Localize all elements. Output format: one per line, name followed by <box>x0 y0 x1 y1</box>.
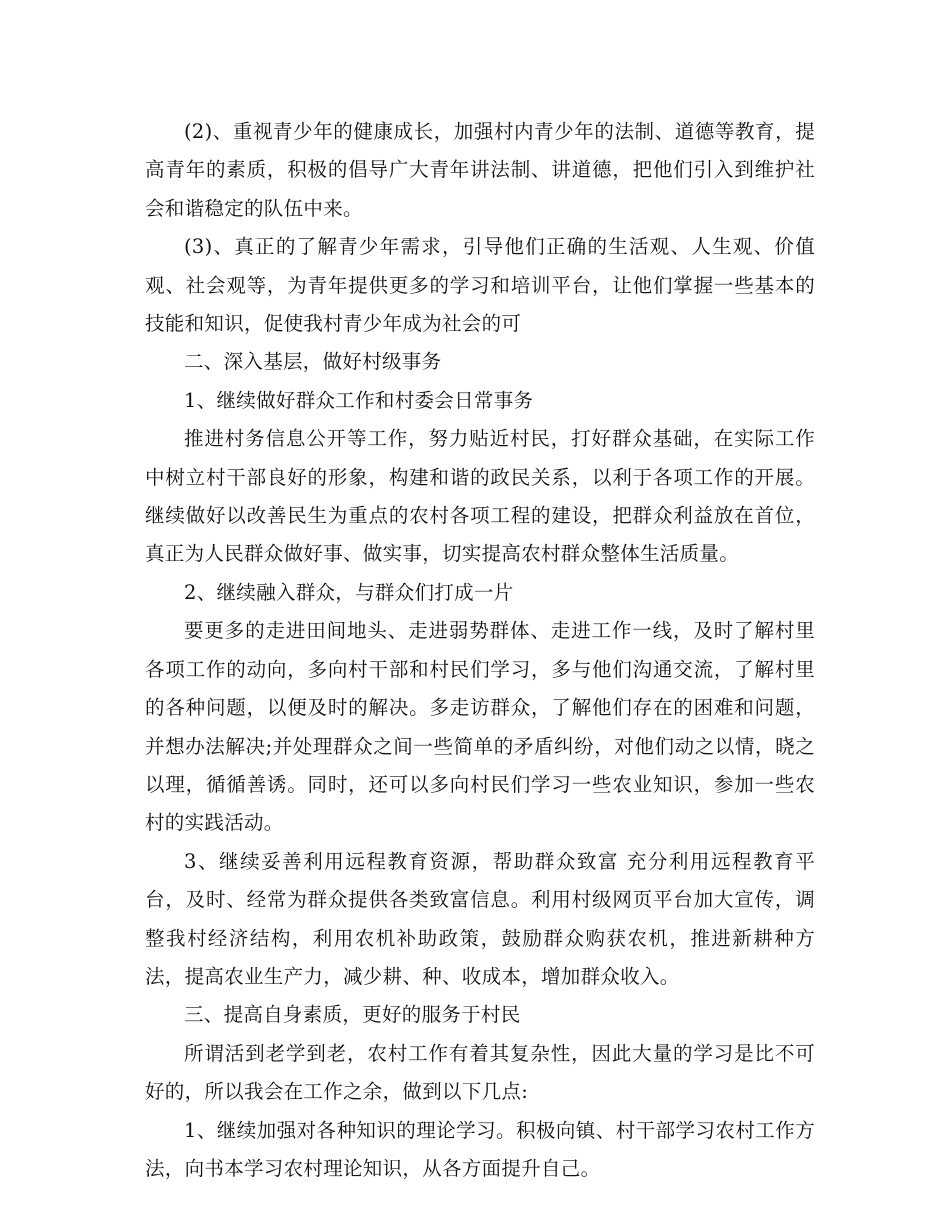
section-heading-self-improvement: 三、提高自身素质，更好的服务于村民 <box>184 1003 521 1027</box>
section-heading-grassroots: 二、深入基层，做好村级事务 <box>184 350 442 374</box>
paragraph-lifelong-learning: 所谓活到老学到老，农村工作有着其复杂性，因此大量的学习是比不可好的，所以我会在工作之余，做到以下几点: <box>145 1041 815 1104</box>
subheading-join-masses: 2、继续融入群众，与群众们打成一片 <box>184 580 514 604</box>
paragraph-youth-health: (2)、重视青少年的健康成长，加强村内青少年的法制、道德等教育，提高青年的素质，积极的倡导广大青年讲法制、讲道德，把他们引入到维护社会和谐稳定的队伍中来。 <box>145 120 815 220</box>
subheading-mass-work: 1、继续做好群众工作和村委会日常事务 <box>184 388 534 412</box>
paragraph-field-work: 要更多的走进田间地头、走进弱势群体、走进工作一线，及时了解村里各项工作的动向，多向村干部和村民们学习，多与他们沟通交流，了解村里的各种问题，以便及时的解决。多走访群众，了解他们存在的困难和问题，并想办法解决;并处理群众之间一些简单的矛盾纠纷，对他们动之以情，晓之以理，循循善诱。同时，还可以多向村民们学习一些农业知识，参加一些农村的实践活动。 <box>145 619 815 835</box>
paragraph-theory-study: 1、继续加强对各种知识的理论学习。积极向镇、村干部学习农村工作方法，向书本学习农村理论知识，从各方面提升自己。 <box>145 1118 815 1180</box>
paragraph-youth-needs: (3)、真正的了解青少年需求，引导他们正确的生活观、人生观、价值观、社会观等，为青年提供更多的学习和培训平台，让他们掌握一些基本的技能和知识，促使我村青少年成为社会的可 <box>145 235 815 336</box>
paragraph-remote-education: 3、继续妥善利用远程教育资源，帮助群众致富 充分利用远程教育平台，及时、经常为群众提供各类致富信息。利用村级网页平台加大宣传，调整我村经济结构，利用农机补助政策，鼓励群众购获农机，推进新耕种方法，提高农业生产力，减少耕、种、收成本，增加群众收入。 <box>145 849 815 988</box>
paragraph-village-affairs: 推进村务信息公开等工作，努力贴近村民，打好群众基础，在实际工作中树立村干部良好的形象，构建和谐的政民关系，以利于各项工作的开展。继续做好以改善民生为重点的农村各项工程的建设，把群众利益放在首位，真正为人民群众做好事、做实事，切实提高农村群众整体生活质量。 <box>145 427 815 566</box>
